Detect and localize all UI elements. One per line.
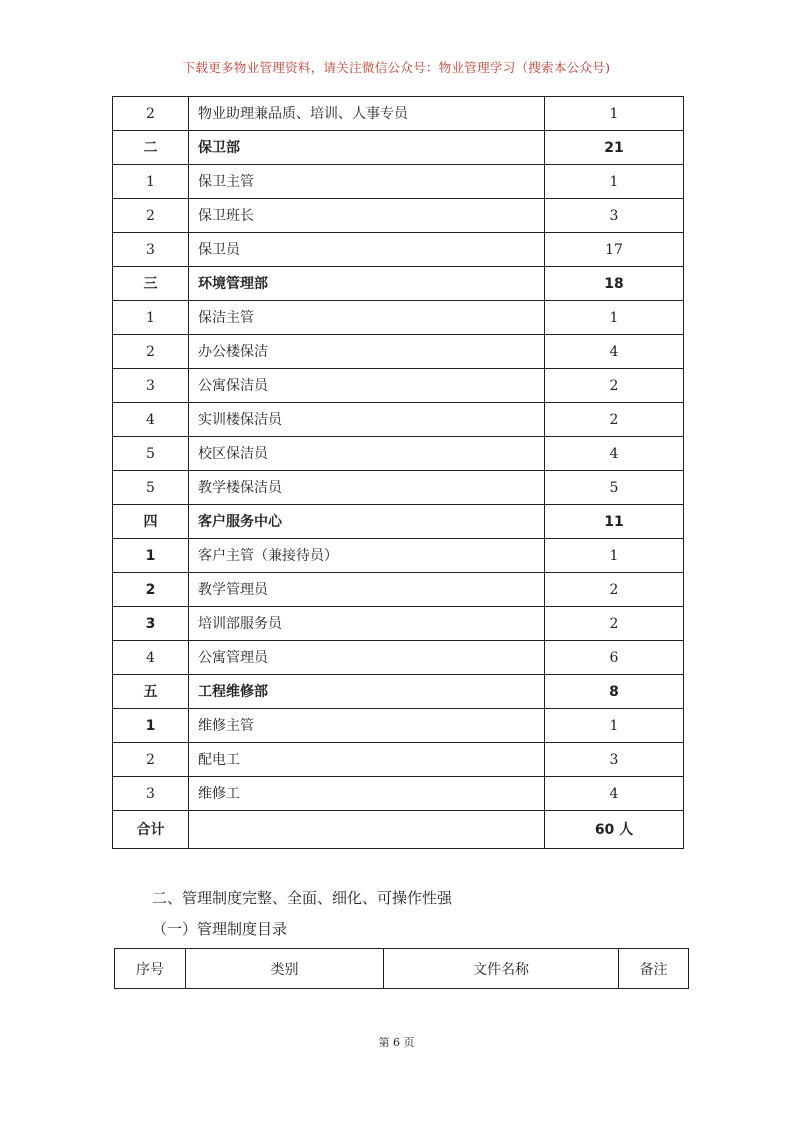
department-row bbox=[113, 505, 684, 539]
row-count: 1 bbox=[545, 709, 684, 743]
row-count: 21 bbox=[545, 131, 684, 165]
row-name: 公寓管理员 bbox=[189, 641, 545, 675]
row-number: 三 bbox=[113, 267, 189, 301]
row-number: 3 bbox=[113, 607, 189, 641]
row-name: 校区保洁员 bbox=[189, 437, 545, 471]
row-name: 保卫班长 bbox=[189, 199, 545, 233]
position-row bbox=[113, 199, 684, 233]
row-number: 四 bbox=[113, 505, 189, 539]
position-row bbox=[113, 301, 684, 335]
row-count: 4 bbox=[545, 335, 684, 369]
row-count: 1 bbox=[545, 165, 684, 199]
row-name: 配电工 bbox=[189, 743, 545, 777]
row-name: 维修工 bbox=[189, 777, 545, 811]
catalog-header-cell: 文件名称 bbox=[384, 949, 619, 989]
position-row bbox=[113, 471, 684, 505]
row-name: 环境管理部 bbox=[189, 267, 545, 301]
row-number: 1 bbox=[113, 301, 189, 335]
total-name bbox=[189, 811, 545, 849]
row-count: 2 bbox=[545, 573, 684, 607]
department-row bbox=[113, 267, 684, 301]
position-row bbox=[113, 743, 684, 777]
row-number: 3 bbox=[113, 233, 189, 267]
position-row bbox=[113, 607, 684, 641]
row-count: 18 bbox=[545, 267, 684, 301]
page-footer: 第 6 页 bbox=[378, 1036, 415, 1049]
catalog-table bbox=[114, 948, 689, 989]
row-count: 4 bbox=[545, 777, 684, 811]
row-name: 公寓保洁员 bbox=[189, 369, 545, 403]
position-row bbox=[113, 539, 684, 573]
position-row bbox=[113, 437, 684, 471]
position-row bbox=[113, 233, 684, 267]
row-number: 5 bbox=[113, 471, 189, 505]
row-count: 1 bbox=[545, 539, 684, 573]
row-count: 2 bbox=[545, 607, 684, 641]
row-name: 保卫部 bbox=[189, 131, 545, 165]
row-count: 11 bbox=[545, 505, 684, 539]
position-row bbox=[113, 573, 684, 607]
row-name: 实训楼保洁员 bbox=[189, 403, 545, 437]
department-row bbox=[113, 131, 684, 165]
row-count: 4 bbox=[545, 437, 684, 471]
position-row bbox=[113, 403, 684, 437]
section-heading: 二、管理制度完整、全面、细化、可操作性强 bbox=[152, 889, 453, 907]
catalog-header-cell: 序号 bbox=[115, 949, 186, 989]
row-name: 教学管理员 bbox=[189, 573, 545, 607]
row-name: 培训部服务员 bbox=[189, 607, 545, 641]
catalog-header-cell: 备注 bbox=[619, 949, 689, 989]
row-count: 8 bbox=[545, 675, 684, 709]
row-count: 3 bbox=[545, 743, 684, 777]
row-name: 办公楼保洁 bbox=[189, 335, 545, 369]
row-number: 1 bbox=[113, 165, 189, 199]
row-number: 五 bbox=[113, 675, 189, 709]
row-number: 1 bbox=[113, 709, 189, 743]
subsection-heading: （一）管理制度目录 bbox=[152, 920, 288, 938]
total-row bbox=[113, 811, 684, 849]
row-number: 4 bbox=[113, 641, 189, 675]
catalog-header-cell: 类别 bbox=[186, 949, 384, 989]
row-count: 2 bbox=[545, 369, 684, 403]
row-number: 二 bbox=[113, 131, 189, 165]
row-name: 保卫员 bbox=[189, 233, 545, 267]
position-row bbox=[113, 641, 684, 675]
row-count: 3 bbox=[545, 199, 684, 233]
staff-table bbox=[112, 96, 684, 849]
row-number: 3 bbox=[113, 777, 189, 811]
page-header: 下载更多物业管理资料，请关注微信公众号：物业管理学习（搜索本公众号) bbox=[182, 60, 611, 75]
row-number: 2 bbox=[113, 199, 189, 233]
row-count: 2 bbox=[545, 403, 684, 437]
total-count: 60 人 bbox=[545, 811, 684, 849]
position-row bbox=[113, 165, 684, 199]
row-name: 教学楼保洁员 bbox=[189, 471, 545, 505]
row-number: 1 bbox=[113, 539, 189, 573]
row-number: 2 bbox=[113, 335, 189, 369]
row-name: 保洁主管 bbox=[189, 301, 545, 335]
row-name: 工程维修部 bbox=[189, 675, 545, 709]
row-name: 客户主管（兼接待员） bbox=[189, 539, 545, 573]
row-name: 维修主管 bbox=[189, 709, 545, 743]
total-label: 合计 bbox=[113, 811, 189, 849]
position-row bbox=[113, 97, 684, 131]
position-row bbox=[113, 709, 684, 743]
row-number: 5 bbox=[113, 437, 189, 471]
catalog-header-row bbox=[115, 949, 689, 989]
row-count: 1 bbox=[545, 97, 684, 131]
row-count: 5 bbox=[545, 471, 684, 505]
position-row bbox=[113, 369, 684, 403]
row-number: 2 bbox=[113, 573, 189, 607]
row-number: 2 bbox=[113, 97, 189, 131]
position-row bbox=[113, 777, 684, 811]
row-count: 17 bbox=[545, 233, 684, 267]
row-number: 4 bbox=[113, 403, 189, 437]
row-count: 6 bbox=[545, 641, 684, 675]
position-row bbox=[113, 335, 684, 369]
staff-table-body bbox=[113, 97, 684, 849]
row-count: 1 bbox=[545, 301, 684, 335]
row-number: 3 bbox=[113, 369, 189, 403]
department-row bbox=[113, 675, 684, 709]
row-name: 保卫主管 bbox=[189, 165, 545, 199]
row-number: 2 bbox=[113, 743, 189, 777]
row-name: 客户服务中心 bbox=[189, 505, 545, 539]
row-name: 物业助理兼品质、培训、人事专员 bbox=[189, 97, 545, 131]
